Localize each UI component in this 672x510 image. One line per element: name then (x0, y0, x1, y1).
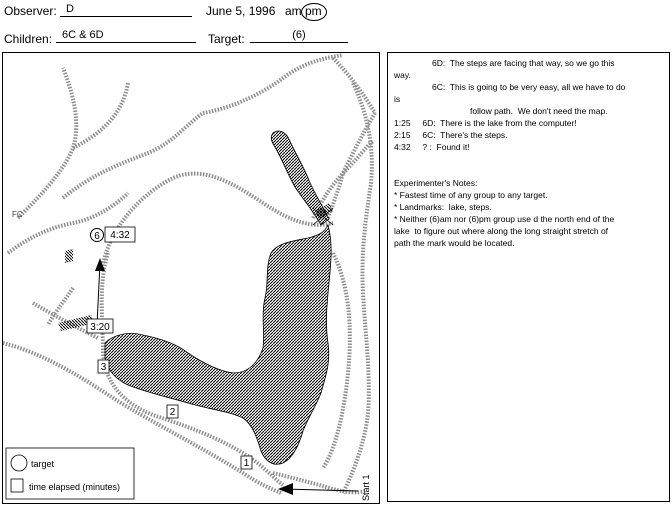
corner-label: FC (12, 210, 23, 219)
transcript-line: way. (394, 70, 411, 80)
lake (105, 225, 331, 464)
route-segment-climb (97, 263, 100, 325)
children-value: 6C & 6D (62, 29, 104, 41)
transcript-line: 1:25 6D: There is the lake from the computer! (394, 118, 577, 128)
trail-nw (18, 68, 76, 218)
transcript (394, 57, 666, 249)
date-text: June 5, 1996 (206, 4, 276, 18)
transcript-line: 4:32 ? : Found it! (394, 142, 470, 152)
pm-text: pm (305, 4, 322, 18)
children-field (56, 28, 196, 43)
legend-target-icon (11, 455, 27, 471)
trail-west-cross (8, 193, 128, 253)
marker-2: 2 (169, 407, 176, 418)
experimenter-item: path the mark would be located. (394, 238, 515, 248)
transcript-line: 2:15 6C: There's the steps. (394, 130, 508, 140)
marker-3: 3 (100, 362, 107, 373)
steps-northwest (65, 249, 73, 263)
observer-value: D (66, 3, 74, 15)
legend-time-text: time elapsed (minutes) (29, 482, 121, 492)
target-label: Target: (208, 32, 245, 46)
target-time: 4:32 (110, 230, 130, 241)
transcript-line: 6C: This is going to be very easy, all we have to do (432, 82, 626, 92)
experimenter-item: * Landmarks: lake, steps. (394, 202, 492, 212)
transcript-line: 6D: The steps are facing that way, so we go this (432, 58, 615, 68)
transcript-line: is (394, 94, 401, 104)
experimenter-item: * Fastest time of any group to any target. (394, 190, 548, 200)
start-label: Start 1 (361, 474, 371, 501)
trail-ne-arc (203, 55, 343, 113)
experimenter-item: lake to figure out where along the long straight stretch of (394, 226, 609, 236)
experimenter-heading: Experimenter's Notes: (394, 178, 478, 188)
target-field (250, 28, 348, 43)
trail-west-diag (48, 288, 73, 325)
legend-time-icon (11, 479, 23, 492)
children-label: Children: (4, 32, 53, 46)
target-number: 6 (94, 231, 100, 242)
notes-panel (387, 52, 670, 502)
experimenter-item: * Neither (6)am nor (6)pm group use d the north end of the (394, 214, 615, 224)
trail-nw-loop (73, 83, 128, 148)
trail-west-branch (63, 113, 203, 198)
marker-1: 1 (243, 458, 250, 469)
transcript-line: follow path. We don't need the map. (470, 106, 608, 116)
am-text: am (285, 4, 302, 18)
target-value: (6) (292, 29, 306, 41)
route-map (3, 53, 379, 503)
observer-label: Observer: (4, 4, 57, 18)
observer-field (60, 2, 192, 17)
time-marker: 3:20 (90, 322, 110, 333)
map-panel (2, 52, 380, 504)
pm-circled-mark (301, 3, 327, 21)
legend-target-text: target (31, 459, 55, 469)
